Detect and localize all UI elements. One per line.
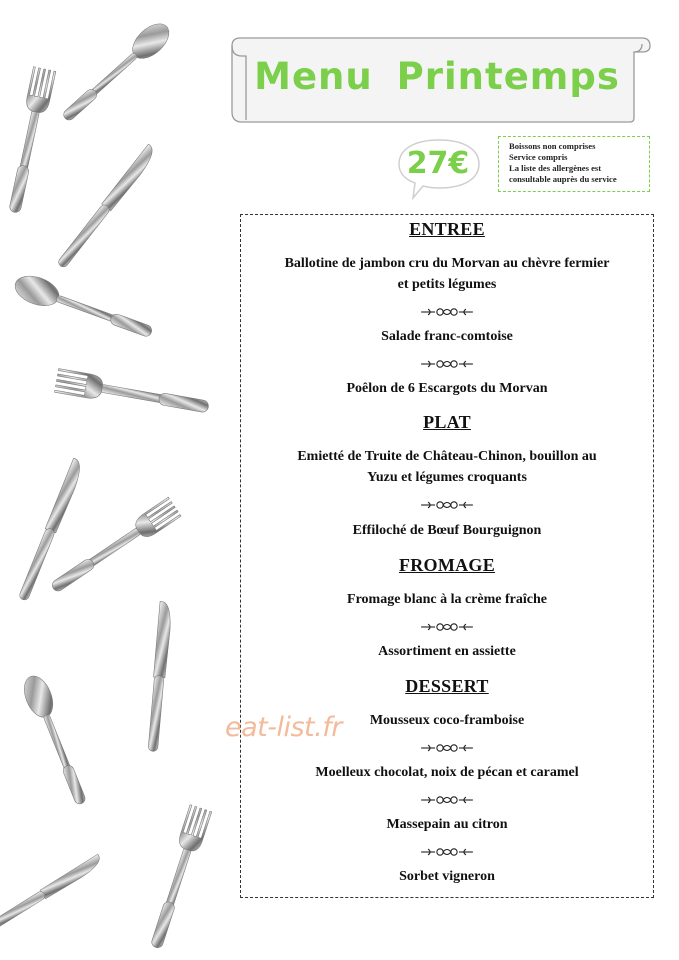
dish-entree-1-cont: et petits légumes (397, 277, 497, 292)
note-allergens-cont: consultable auprès du service (509, 174, 617, 184)
menu-price: 27€ (406, 146, 470, 181)
dish-fromage-2: Assortiment en assiette (378, 644, 516, 659)
menu-title: Menu Printemps (254, 55, 620, 98)
divider-ornament (241, 845, 653, 863)
dish-fromage-1: Fromage blanc à la crème fraîche (347, 592, 547, 607)
dish-plat-1: Emietté de Truite de Château-Chinon, bouillon au (297, 449, 597, 464)
dish-plat-1-cont: Yuzu et légumes croquants (367, 470, 527, 485)
section-heading-plat: PLAT (423, 412, 471, 432)
dish-entree-2: Salade franc-comtoise (381, 329, 513, 344)
dish-dessert-3: Massepain au citron (386, 817, 508, 832)
dish-dessert-1: Mousseux coco-framboise (369, 713, 525, 728)
watermark: eat-list.fr (225, 712, 342, 743)
divider-ornament (241, 305, 653, 323)
section-heading-fromage: FROMAGE (398, 555, 496, 575)
divider-ornament (241, 498, 653, 516)
dish-dessert-2: Moelleux chocolat, noix de pécan et caramel (315, 765, 579, 780)
divider-ornament (241, 793, 653, 811)
divider-ornament (241, 357, 653, 375)
note-allergens: La liste des allergènes est (509, 163, 602, 173)
dish-entree-3: Poêlon de 6 Escargots du Morvan (346, 381, 548, 396)
note-drinks: Boissons non comprises (509, 141, 596, 151)
section-heading-dessert: DESSERT (405, 676, 489, 696)
menu-notes (498, 136, 650, 192)
dish-plat-2: Effiloché de Bœuf Bourguignon (352, 523, 542, 538)
divider-ornament (241, 620, 653, 638)
note-service: Service compris (509, 152, 568, 162)
section-heading-entree: ENTREE (409, 219, 485, 239)
dish-entree-1: Ballotine de jambon cru du Morvan au chèvre fermier (284, 256, 610, 271)
menu-card (240, 214, 654, 898)
dish-dessert-4: Sorbet vigneron (399, 869, 495, 884)
